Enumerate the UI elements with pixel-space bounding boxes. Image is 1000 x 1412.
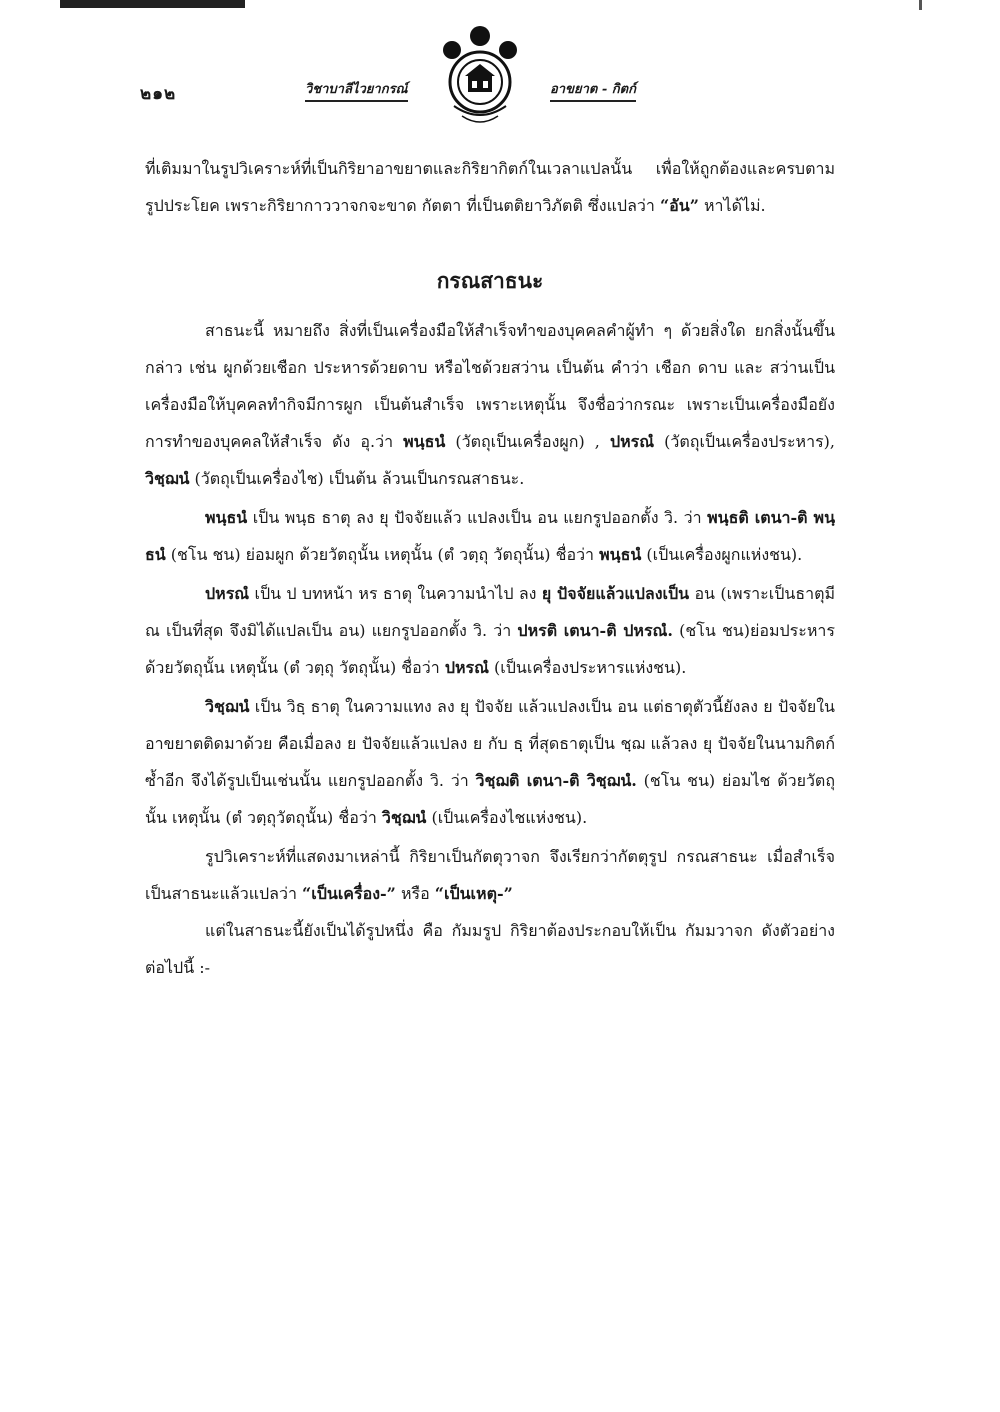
paharana-text-2: อน (เพราะเป็นธาตุมี ณ เป็นที่สุด จึงมิได้แปลเป็น อน) แยกรูปออกตั้ง วิ. ว่า	[145, 584, 836, 640]
vijjhana-text-3: (เป็นเครื่องไชแห่งชน).	[431, 808, 588, 827]
bandhana-analysis: พนฺธติ เตนา-ติ พนฺธนํ	[145, 508, 836, 564]
paragraph-definition	[145, 312, 835, 497]
running-title-right: อาขยาต - กิตก์	[550, 78, 636, 102]
intro-paragraph	[145, 150, 835, 224]
term-paharana: ปหรณํ	[205, 584, 250, 603]
summary-text-1: รูปวิเคราะห์ที่แสดงมาเหล่านี้ กิริยาเป็นกัตตุวาจก จึงเรียกว่ากัตตุรูป กรณสาธนะ เมื่อสำเร็จเป็นสาธนะแล้วแปลว่า	[145, 847, 835, 903]
paragraph-vijjhana	[145, 688, 835, 836]
intro-quote: “อัน”	[659, 196, 699, 215]
paharana-term-repeat: ปหรณํ	[444, 658, 489, 677]
running-title-left: วิชาบาลีไวยากรณ์	[305, 78, 408, 102]
example-term-2: ปหรณํ	[609, 432, 655, 451]
emblem-logo-icon	[432, 24, 528, 134]
paharana-text-4: (เป็นเครื่องประหารแห่งชน).	[494, 658, 687, 677]
paragraph-bandhana	[145, 499, 835, 573]
summary-quote-1: “เป็นเครื่อง-”	[302, 884, 396, 903]
vijjhana-analysis: วิชฺฌติ เตนา-ติ วิชฺฌนํ.	[475, 771, 637, 790]
top-scan-rule	[60, 0, 245, 8]
paharana-bold-1: ยุ ปัจจัยแล้วแปลงเป็น	[541, 584, 690, 603]
paragraph-summary	[145, 838, 835, 912]
vijjhana-text-1: เป็น วิธฺ ธาตุ ในความแทง ลง ยุ ปัจจัย แล้วแปลงเป็น อน แต่ธาตุตัวนี้ยังลง ย ปัจจัยในอาขยาตติดมาด้วย คือเมื่อลง ย ปัจจัยแล้วแปลง ย กับ ธฺ ที่สุดธาตุเป็น ชฺฌ แล้วลง ยุ ปัจจัยในนามกิตก์ซ้ำอีก จึงได้รูปเป็นเช่นนั้น แยกรูปออกตั้ง วิ. ว่า	[145, 697, 836, 790]
example-term-1: พนฺธนํ	[403, 432, 446, 451]
bandhana-term-repeat: พนฺธนํ	[599, 545, 642, 564]
bandhana-text-2: (ชโน ชน) ย่อมผูก ด้วยวัตถุนั้น เหตุนั้น (ตํ วตฺถุ วัตถุนั้น) ชื่อว่า	[170, 545, 595, 564]
term-bandhana: พนฺธนํ	[205, 508, 248, 527]
page-header	[0, 52, 1000, 142]
paharana-analysis: ปหรติ เตนา-ติ ปหรณํ.	[517, 621, 673, 640]
paharana-text-3: (ชโน ชน)ย่อมประหาร ด้วยวัตถุนั้น เหตุนั้น (ตํ วตฺถุ วัตถุนั้น) ชื่อว่า	[145, 621, 835, 677]
example-term-3: วิชฺฌนํ	[145, 469, 190, 488]
term-vijjhana: วิชฺฌนํ	[205, 697, 250, 716]
page-body	[145, 150, 835, 986]
page-number: ๒๑๒	[140, 84, 177, 104]
example-gloss-3: (วัตถุเป็นเครื่องไช) เป็นต้น ล้วนเป็นกรณสาธนะ.	[194, 469, 525, 488]
kamma-text: แต่ในสาธนะนี้ยังเป็นได้รูปหนึ่ง คือ กัมมรูป กิริยาต้องประกอบให้เป็น กัมมวาจก ดังตัวอย่างต่อไปนี้ :-	[145, 921, 835, 977]
intro-text: ที่เติมมาในรูปวิเคราะห์ที่เป็นกิริยาอาขยาตและกิริยากิตก์ในเวลาแปลนั้น เพื่อให้ถูกต้องและครบตามรูปประโยค เพราะกิริยากาววาจกจะขาด กัตตา ที่เป็นตติยาวิภัตติ ซึ่งแปลว่า	[145, 159, 835, 215]
section-title: กรณสาธนะ	[436, 268, 544, 293]
summary-quote-2: “เป็นเหตุ-”	[434, 884, 513, 903]
vijjhana-term-repeat: วิชฺฌนํ	[381, 808, 427, 827]
paharana-text-1: เป็น ป บทหน้า หร ธาตุ ในความนำไป ลง	[254, 584, 537, 603]
definition-text: สาธนะนี้ หมายถึง สิ่งที่เป็นเครื่องมือให้สำเร็จทำของบุคคลคำผู้ทำ ๆ ด้วยสิ่งใด ยกสิ่งนั้นขึ้นกล่าว เช่น ผูกด้วยเชือก ประหารด้วยดาบ หรือไชด้วยสว่าน เป็นต้น คำว่า เชือก ดาบ และ สว่านเป็นเครื่องมือให้บุคคลทำกิจมีการผูก เป็นต้นสำเร็จ เพราะเหตุนั้น จึงชื่อว่ากรณะ เพราะเป็นเครื่องมือยังการทำของบุคคลให้สำเร็จ ดัง อุ.ว่า	[145, 321, 835, 451]
example-gloss-1: (วัตถุเป็นเครื่องผูก) ,	[455, 432, 600, 451]
bandhana-text-3: (เป็นเครื่องผูกแห่งชน).	[646, 545, 803, 564]
bandhana-text-1: เป็น พนฺธ ธาตุ ลง ยุ ปัจจัยแล้ว แปลงเป็น อน แยกรูปออกตั้ง วิ. ว่า	[252, 508, 702, 527]
intro-tail: หาได้ไม่.	[703, 196, 766, 215]
summary-text-2: หรือ	[400, 884, 430, 903]
example-gloss-2: (วัตถุเป็นเครื่องประหาร),	[664, 432, 836, 451]
corner-scan-mark	[919, 0, 922, 10]
paragraph-kamma	[145, 912, 835, 986]
paragraph-paharana	[145, 575, 835, 686]
vijjhana-text-2: (ชโน ชน) ย่อมไช ด้วยวัตถุนั้น เหตุนั้น (ตํ วตฺถุวัตถุนั้น) ชื่อว่า	[145, 771, 836, 827]
